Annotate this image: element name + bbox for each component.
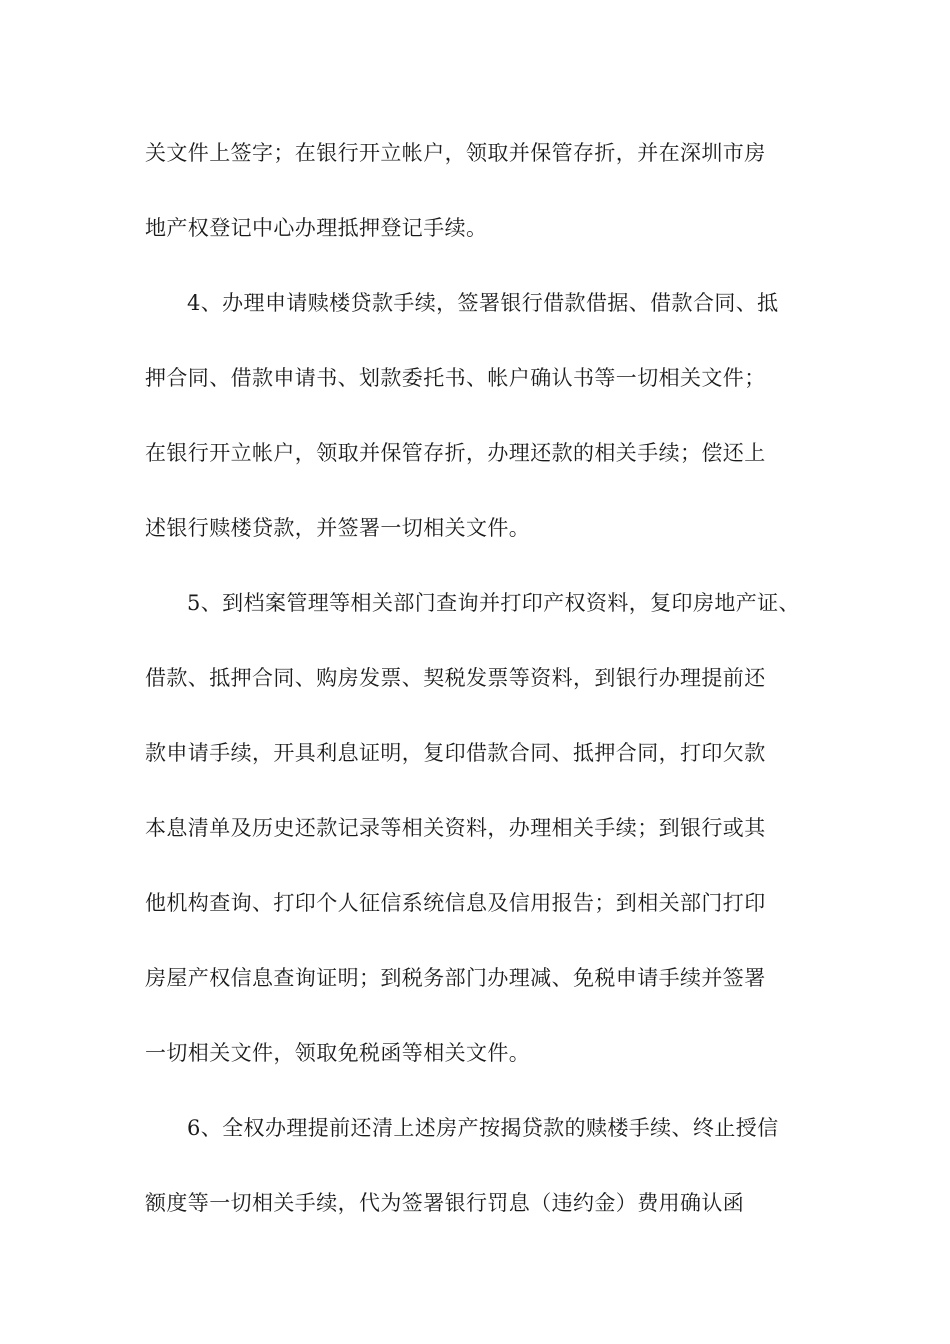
text-line: 额度等一切相关手续，代为签署银行罚息（违约金）费用确认函 [145, 1191, 745, 1215]
text-line: 押合同、借款申请书、划款委托书、帐户确认书等一切相关文件； [145, 366, 766, 390]
text-line: 本息清单及历史还款记录等相关资料，办理相关手续；到银行或其 [145, 816, 766, 840]
text-line: 他机构查询、打印个人征信系统信息及信用报告；到相关部门打印 [145, 891, 766, 915]
text-line: 述银行赎楼贷款，并签署一切相关文件。 [145, 516, 531, 540]
item-6-line: 6、全权办理提前还清上述房产按揭贷款的赎楼手续、终止授信 [187, 1116, 779, 1140]
text-line: 房屋产权信息查询证明；到税务部门办理减、免税申请手续并签署 [145, 966, 766, 990]
item-4-line: 4、办理申请赎楼贷款手续，签署银行借款借据、借款合同、抵 [187, 291, 779, 315]
text-line: 在银行开立帐户，领取并保管存折，办理还款的相关手续；偿还上 [145, 441, 766, 465]
text-line: 一切相关文件，领取免税函等相关文件。 [145, 1041, 531, 1065]
text-line: 地产权登记中心办理抵押登记手续。 [145, 216, 488, 240]
text-line: 关文件上签字；在银行开立帐户，领取并保管存折，并在深圳市房 [145, 141, 766, 165]
document-body [145, 132, 815, 1257]
text-line: 款申请手续，开具利息证明，复印借款合同、抵押合同，打印欠款 [145, 741, 766, 765]
text-line: 借款、抵押合同、购房发票、契税发票等资料，到银行办理提前还 [145, 666, 766, 690]
item-5-line: 5、到档案管理等相关部门查询并打印产权资料，复印房地产证、 [187, 591, 800, 615]
